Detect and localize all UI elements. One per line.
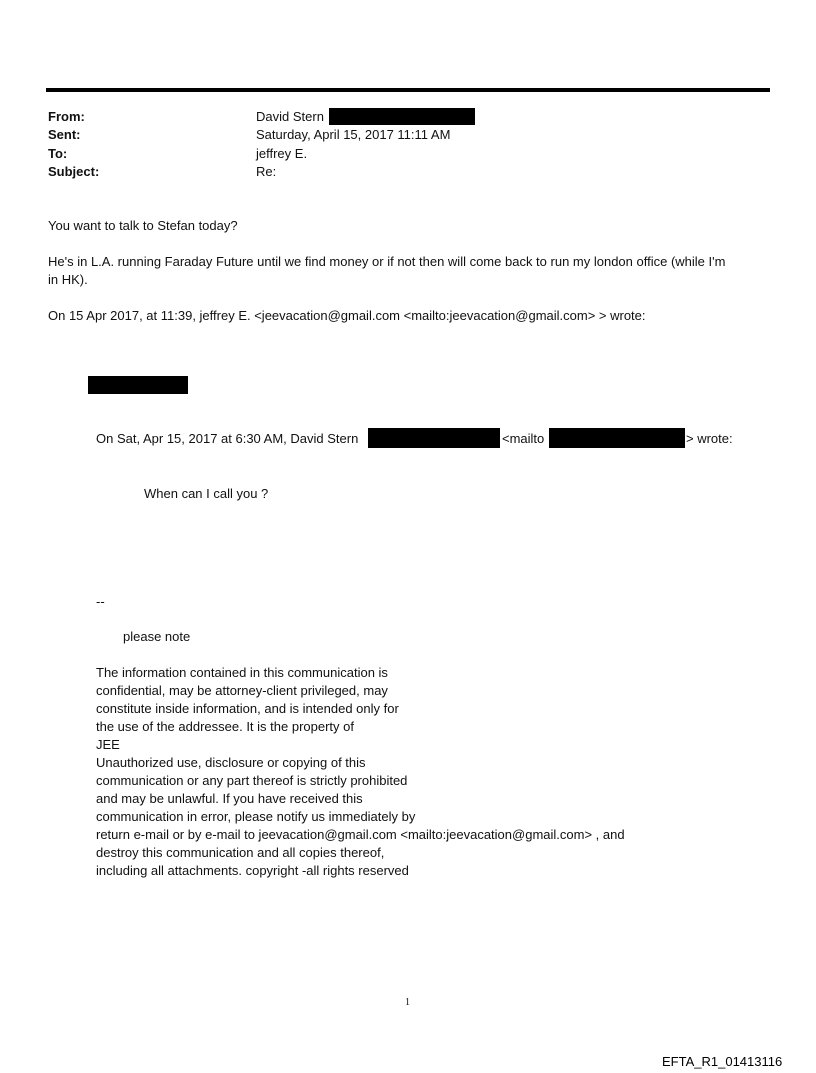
from-label: From: <box>48 109 85 124</box>
quote2-header-b: <mailto <box>502 431 545 446</box>
quote1-header: On 15 Apr 2017, at 11:39, jeffrey E. <jeevacation@gmail.com <mailto:jeevacation@gmail.com> > wrote: <box>48 308 646 323</box>
signature-dashes: -- <box>96 594 105 609</box>
sent-value: Saturday, April 15, 2017 11:11 AM <box>256 127 451 142</box>
disclaimer-line: constitute inside information, and is intended only for <box>96 701 399 716</box>
disclaimer-line: and may be unlawful. If you have received this <box>96 791 363 806</box>
disclaimer-line: JEE <box>96 737 120 752</box>
body-line-1: You want to talk to Stefan today? <box>48 218 238 233</box>
disclaimer-line: the use of the addressee. It is the property of <box>96 719 354 734</box>
subject-label: Subject: <box>48 164 100 179</box>
disclaimer-line: Unauthorized use, disclosure or copying of this <box>96 755 366 770</box>
page-number: 1 <box>405 997 410 1008</box>
redaction-box <box>329 108 475 125</box>
quote2-header-c: > wrote: <box>686 431 733 446</box>
disclaimer-line: communication in error, please notify us immediately by <box>96 809 416 824</box>
disclaimer-line: return e-mail or by e-mail to jeevacation@gmail.com <mailto:jeevacation@gmail.com> , and <box>96 827 625 842</box>
document-id-footer: EFTA_R1_01413116 <box>662 1054 783 1069</box>
body-line-2b: in HK). <box>48 272 88 287</box>
header-rule <box>46 88 770 92</box>
sent-label: Sent: <box>48 127 81 142</box>
disclaimer-line: The information contained in this communication is <box>96 665 388 680</box>
disclaimer-line: including all attachments. copyright -all rights reserved <box>96 863 409 878</box>
redaction-box <box>88 376 188 394</box>
body-line-2a: He's in L.A. running Faraday Future until we find money or if not then will come back to run my london office (while I'm <box>48 254 726 269</box>
subject-value: Re: <box>256 164 277 179</box>
from-value: David Stern <box>256 109 324 124</box>
to-value: jeffrey E. <box>256 146 308 161</box>
redaction-box <box>549 428 685 448</box>
quote2-header-a: On Sat, Apr 15, 2017 at 6:30 AM, David Stern <box>96 431 359 446</box>
please-note: please note <box>123 629 191 644</box>
disclaimer-line: confidential, may be attorney-client privileged, may <box>96 683 388 698</box>
quote2-body: When can I call you ? <box>144 486 269 501</box>
redaction-box <box>368 428 500 448</box>
disclaimer-line: communication or any part thereof is strictly prohibited <box>96 773 408 788</box>
to-label: To: <box>48 146 68 161</box>
disclaimer-line: destroy this communication and all copies thereof, <box>96 845 385 860</box>
